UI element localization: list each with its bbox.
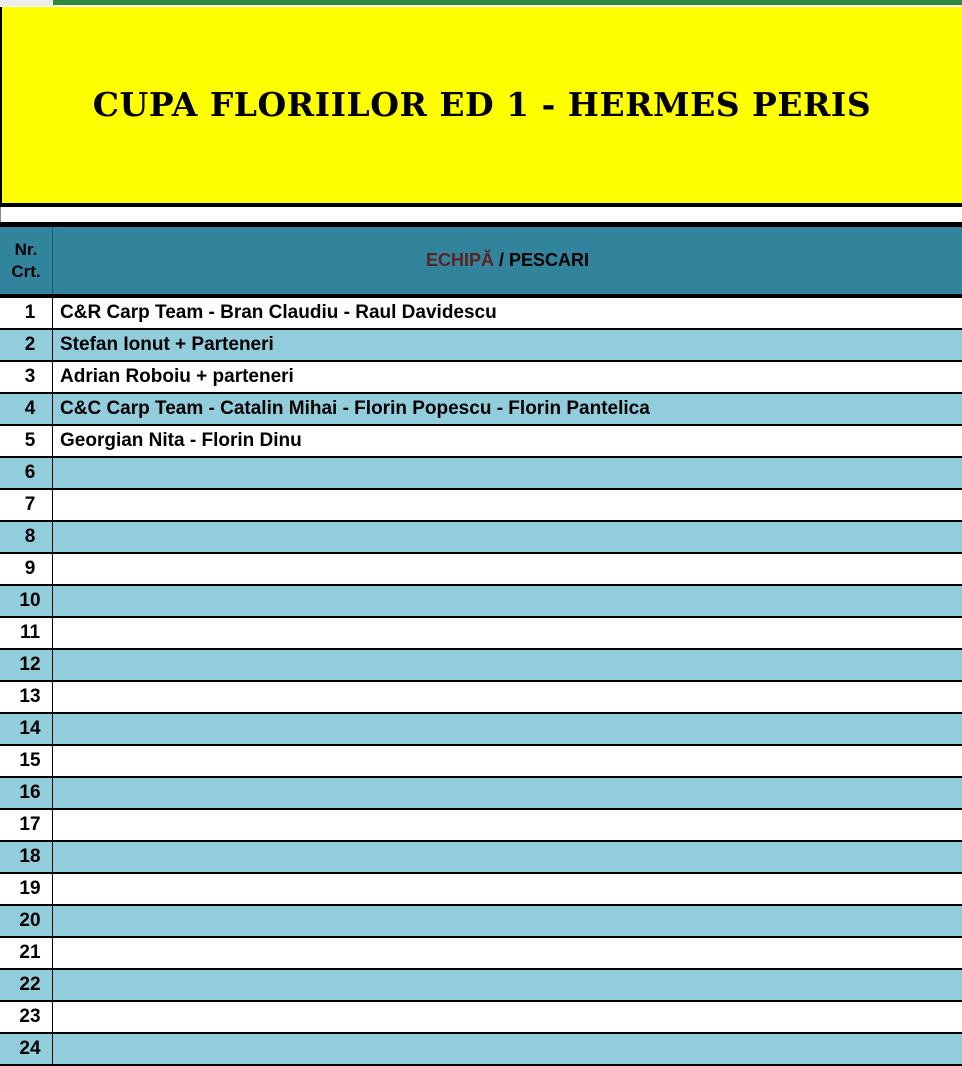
table-row[interactable]	[0, 842, 962, 874]
title-banner	[0, 7, 962, 203]
table-row[interactable]	[0, 298, 962, 330]
row-number[interactable]: 11	[0, 618, 53, 648]
table-header	[0, 227, 962, 294]
row-team-name[interactable]	[53, 554, 962, 584]
row-team-name[interactable]: Stefan Ionut + Parteneri	[60, 334, 274, 355]
header-separator: /	[493, 250, 509, 270]
row-number[interactable]: 2	[0, 330, 53, 360]
row-number[interactable]: 18	[0, 842, 53, 872]
row-number[interactable]: 24	[0, 1034, 53, 1064]
row-number[interactable]: 4	[0, 394, 53, 424]
row-number[interactable]: 7	[0, 490, 53, 520]
row-number[interactable]: 1	[0, 298, 53, 328]
row-number[interactable]: 23	[0, 1002, 53, 1032]
header-nr	[0, 227, 53, 294]
header-team	[53, 227, 962, 294]
row-number[interactable]: 17	[0, 810, 53, 840]
table-row[interactable]	[0, 394, 962, 426]
table-row[interactable]	[0, 970, 962, 1002]
row-team-name[interactable]	[53, 458, 962, 488]
row-team-name[interactable]	[53, 650, 962, 680]
table-row[interactable]	[0, 810, 962, 842]
table-row[interactable]	[0, 1034, 962, 1066]
row-number[interactable]: 15	[0, 746, 53, 776]
table-row[interactable]	[0, 618, 962, 650]
table-row[interactable]	[0, 778, 962, 810]
row-team-name[interactable]	[53, 522, 962, 552]
table-row[interactable]	[0, 490, 962, 522]
row-number[interactable]: 19	[0, 874, 53, 904]
row-team-name[interactable]: C&C Carp Team - Catalin Mihai - Florin Popescu - Florin Pantelica	[60, 398, 650, 419]
table-row[interactable]	[0, 330, 962, 362]
row-team-name[interactable]	[53, 906, 962, 936]
table-body	[0, 298, 962, 1066]
row-number[interactable]: 21	[0, 938, 53, 968]
header-team-label: ECHIPĂ	[425, 250, 494, 270]
table-row[interactable]	[0, 426, 962, 458]
row-team-name[interactable]: Georgian Nita - Florin Dinu	[60, 430, 302, 451]
page-title: CUPA FLORIILOR ED 1 - HERMES PERIS	[92, 84, 872, 124]
row-team-name[interactable]	[53, 874, 962, 904]
row-number[interactable]: 14	[0, 714, 53, 744]
row-number[interactable]: 8	[0, 522, 53, 552]
row-team-name[interactable]	[53, 810, 962, 840]
row-team-name[interactable]	[53, 778, 962, 808]
row-number[interactable]: 6	[0, 458, 53, 488]
header-nr-line2: Crt.	[11, 261, 41, 281]
row-team-name[interactable]	[53, 586, 962, 616]
row-team-name[interactable]	[53, 618, 962, 648]
row-team-name[interactable]	[53, 682, 962, 712]
top-strip	[0, 0, 962, 7]
row-team-name[interactable]	[53, 970, 962, 1000]
table-row[interactable]	[0, 586, 962, 618]
row-team-name[interactable]: C&R Carp Team - Bran Claudiu - Raul Davidescu	[60, 302, 497, 323]
row-number[interactable]: 12	[0, 650, 53, 680]
row-number[interactable]: 16	[0, 778, 53, 808]
table-row[interactable]	[0, 362, 962, 394]
table-row[interactable]	[0, 874, 962, 906]
table-row[interactable]	[0, 554, 962, 586]
row-team-name[interactable]: Adrian Roboiu + parteneri	[60, 366, 294, 387]
cell-corner	[0, 0, 54, 6]
row-number[interactable]: 20	[0, 906, 53, 936]
table-row[interactable]	[0, 938, 962, 970]
table-row[interactable]	[0, 906, 962, 938]
row-number[interactable]: 3	[0, 362, 53, 392]
row-number[interactable]: 5	[0, 426, 53, 456]
table-row[interactable]	[0, 522, 962, 554]
row-number[interactable]: 10	[0, 586, 53, 616]
row-number[interactable]: 9	[0, 554, 53, 584]
table-row[interactable]	[0, 650, 962, 682]
row-team-name[interactable]	[53, 490, 962, 520]
header-anglers-label: PESCARI	[509, 250, 590, 270]
table-row[interactable]	[0, 746, 962, 778]
row-team-name[interactable]	[53, 842, 962, 872]
table-row[interactable]	[0, 458, 962, 490]
table-row[interactable]	[0, 1002, 962, 1034]
row-team-name[interactable]	[53, 1034, 962, 1064]
row-team-name[interactable]	[53, 746, 962, 776]
row-number[interactable]: 13	[0, 682, 53, 712]
row-team-name[interactable]	[53, 1002, 962, 1032]
row-number[interactable]: 22	[0, 970, 53, 1000]
header-nr-line1: Nr.	[14, 239, 38, 259]
table-row[interactable]	[0, 714, 962, 746]
selection-border	[53, 0, 962, 5]
table-row[interactable]	[0, 682, 962, 714]
spacer-row	[0, 207, 962, 222]
row-team-name[interactable]	[53, 714, 962, 744]
row-team-name[interactable]	[53, 938, 962, 968]
